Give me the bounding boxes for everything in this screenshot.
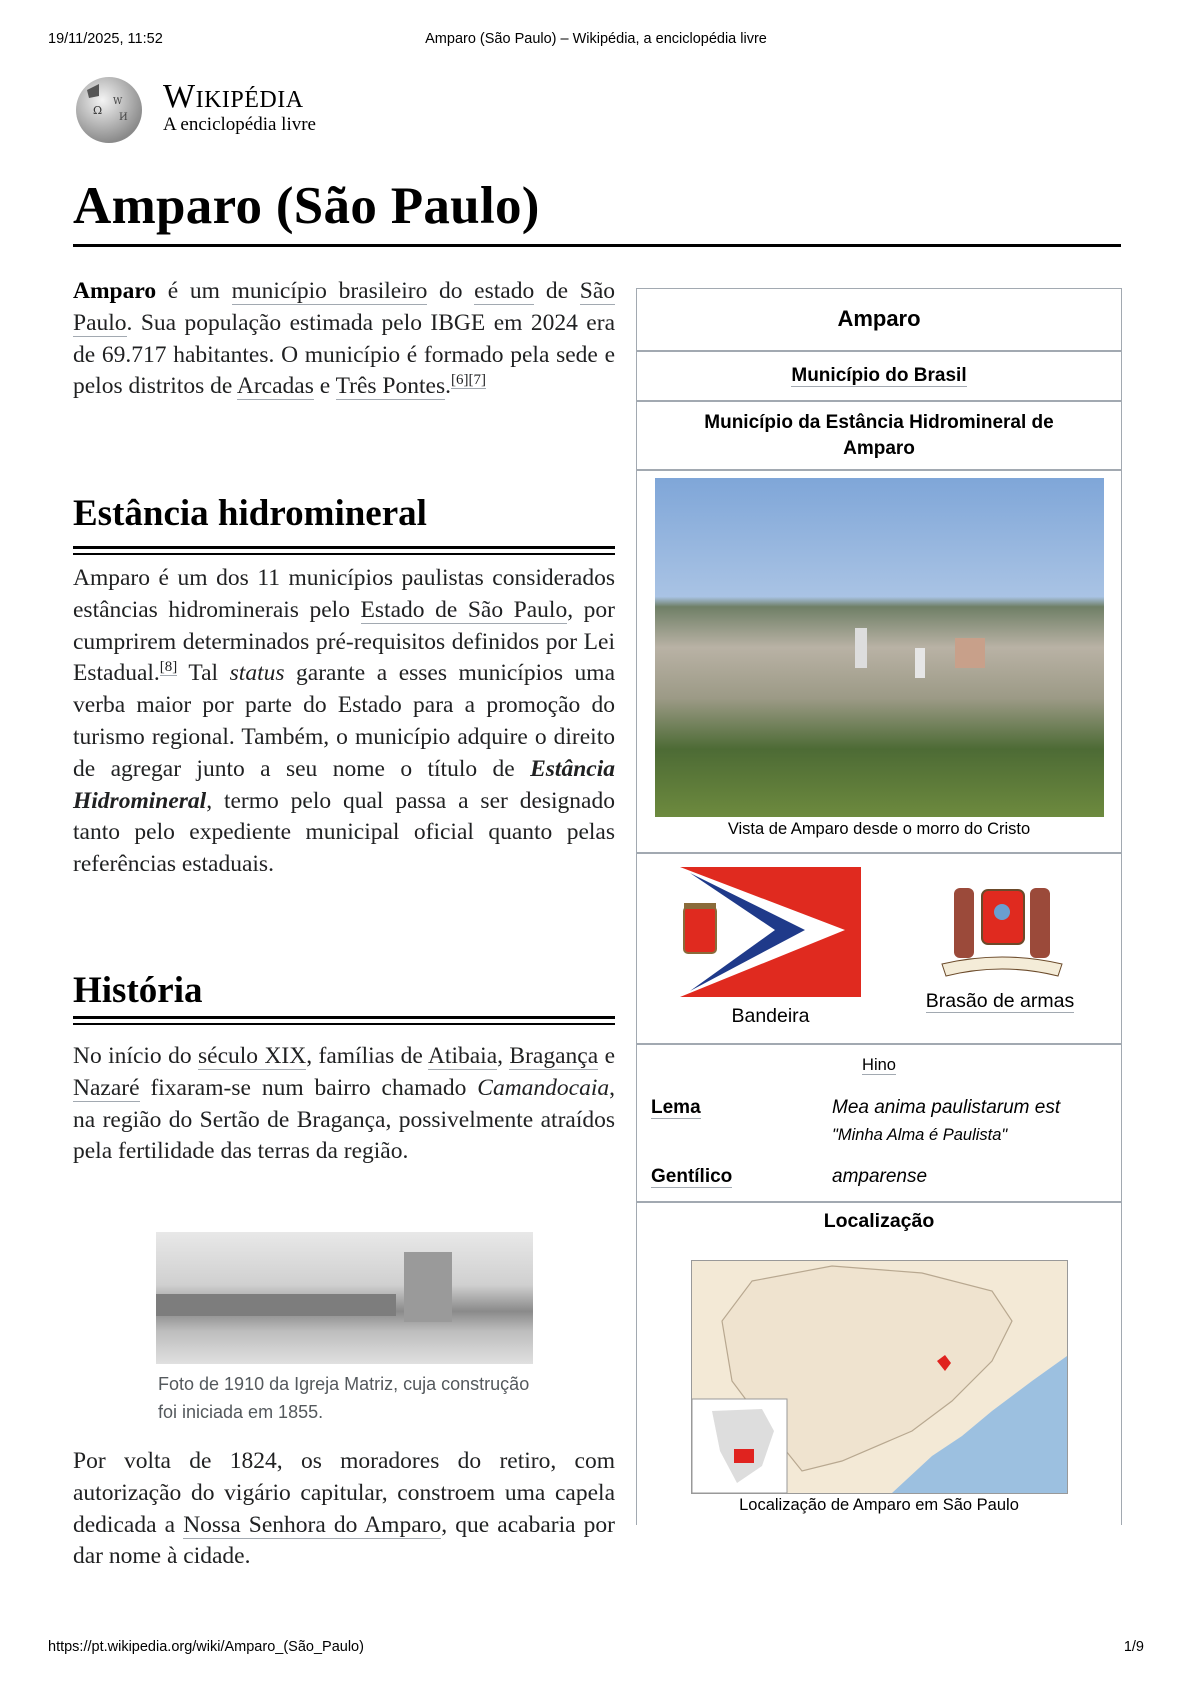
article-link[interactable]: estado [474, 278, 535, 304]
city-view-photo[interactable] [655, 478, 1104, 817]
page-title: Amparo (São Paulo) [73, 177, 540, 235]
section-divider [73, 553, 615, 555]
article-link[interactable]: Bragança [509, 1043, 599, 1069]
municipio-do-brasil-link[interactable]: Município do Brasil [791, 365, 967, 386]
location-map[interactable] [691, 1260, 1068, 1494]
section-divider [73, 1023, 615, 1025]
text-segment: garante a esses municípios uma verba maior por parte do Estado para a promoção do turismo regional. Também, o município adquire o direito de agregar junto a seu nome o título de [73, 660, 615, 782]
article-link[interactable]: Três Pontes [335, 373, 446, 400]
demonym-value: amparense [832, 1166, 928, 1187]
print-datetime: 19/11/2025, 11:52 [48, 31, 163, 47]
photo-caption: Vista de Amparo desde o morro do Cristo [727, 820, 1031, 838]
article-link[interactable]: Arcadas [236, 373, 314, 400]
text-segment: , na região do Sertão de Bragança, possivelmente atraídos pela fertilidade das terras da região. [73, 1074, 615, 1165]
infobox-divider [636, 400, 1122, 402]
article-link[interactable]: Estado de São Paulo [360, 596, 568, 623]
motto-value: Mea anima paulistarum est [832, 1097, 1061, 1118]
coat-of-arms-image[interactable] [940, 884, 1064, 982]
article-link[interactable]: São Paulo [73, 278, 615, 336]
flag-label: Bandeira [731, 1005, 810, 1027]
reference-link[interactable]: [8] [159, 659, 178, 676]
infobox-divider [636, 852, 1122, 854]
text-segment: Por volta de 1824, os moradores do retiro, com autorização do vigário capitular, constroem uma capela dedicada a [73, 1448, 615, 1538]
text-segment: . [445, 373, 451, 400]
text-segment: fixaram-se num bairro chamado [139, 1074, 478, 1101]
article-link[interactable]: Nossa Senhora do Amparo [183, 1511, 442, 1538]
article-link[interactable]: Nazaré [73, 1074, 140, 1101]
section-divider [73, 1016, 615, 1019]
svg-text:Ω: Ω [93, 104, 103, 117]
svg-text:И: И [119, 112, 128, 123]
print-page-number: 1/9 [1123, 1639, 1144, 1655]
reference-link[interactable]: [6][7] [450, 372, 486, 389]
igreja-matriz-1910-photo[interactable] [156, 1232, 533, 1364]
infobox-title: Amparo [837, 306, 921, 331]
text-segment: No início do [73, 1043, 198, 1069]
infobox-official-name: Município da Estância Hidromineral de Amparo [704, 412, 1054, 459]
text-segment: de [534, 278, 580, 304]
historia-paragraph-1 [73, 1041, 615, 1168]
infobox-divider [636, 469, 1122, 471]
anthem-link[interactable]: Hino [862, 1056, 896, 1074]
infobox-divider [636, 1043, 1122, 1045]
motto-translation: "Minha Alma é Paulista" [832, 1126, 1008, 1144]
svg-text:W: W [113, 97, 123, 107]
text-segment: Tal [177, 660, 230, 687]
wikipedia-globe-logo[interactable] [73, 74, 145, 144]
historia-paragraph-2 [73, 1446, 615, 1573]
text-segment: , famílias de [306, 1043, 428, 1069]
intro-paragraph [73, 276, 615, 403]
text-segment: Camandocaia [477, 1074, 610, 1101]
amparo-flag-image[interactable] [680, 867, 861, 997]
print-url: https://pt.wikipedia.org/wiki/Amparo_(São_Paulo) [48, 1639, 364, 1655]
section-divider [73, 546, 615, 549]
estancia-paragraph [73, 563, 615, 881]
text-segment: e [313, 373, 336, 400]
text-segment: Estância Hidromineral [73, 755, 615, 814]
text-segment: Amparo [73, 278, 157, 304]
title-divider [73, 244, 1121, 247]
text-segment: , por cumprirem determinados pré-requisitos definidos por Lei Estadual. [73, 596, 615, 687]
infobox-divider [636, 350, 1122, 352]
text-segment: , termo pelo qual passa a ser designado tanto pelo expediente municipal oficial quanto pelas referências estaduais. [73, 787, 615, 878]
article-link[interactable]: século XIX [198, 1043, 307, 1069]
wikipedia-wordmark: Wikipédia [163, 78, 304, 115]
coat-of-arms-link[interactable]: Brasão de armas [925, 990, 1075, 1012]
figure-caption: Foto de 1910 da Igreja Matriz, cuja construção foi iniciada em 1855. [158, 1374, 530, 1422]
article-link[interactable]: município brasileiro [231, 278, 428, 304]
text-segment: . Sua população estimada pelo IBGE em 2024 era de 69.717 habitantes. O município é formado pela sede e pelos distritos de [73, 309, 615, 400]
text-segment: do [427, 278, 475, 304]
article-link[interactable]: Atibaia [427, 1043, 498, 1069]
section-heading-estancia: Estância hidromineral [73, 493, 427, 534]
print-page-title: Amparo (São Paulo) – Wikipédia, a enciclopédia livre [425, 31, 767, 47]
map-caption: Localização de Amparo em São Paulo [739, 1496, 1019, 1514]
section-heading-historia: História [73, 970, 203, 1011]
wikipedia-tagline: A enciclopédia livre [163, 114, 316, 135]
text-segment: Amparo é um dos 11 municípios paulistas considerados estâncias hidrominerais pelo [73, 565, 615, 623]
infobox-divider [636, 1201, 1122, 1203]
text-segment: , que acabaria por dar nome à cidade. [73, 1511, 615, 1570]
text-segment: status [229, 660, 285, 687]
motto-label-link[interactable]: Lema [651, 1097, 701, 1118]
text-segment: e [598, 1043, 616, 1069]
text-segment: , [497, 1043, 510, 1069]
text-segment: é um [156, 278, 232, 304]
demonym-label-link[interactable]: Gentílico [651, 1166, 733, 1187]
location-heading: Localização [823, 1210, 935, 1232]
